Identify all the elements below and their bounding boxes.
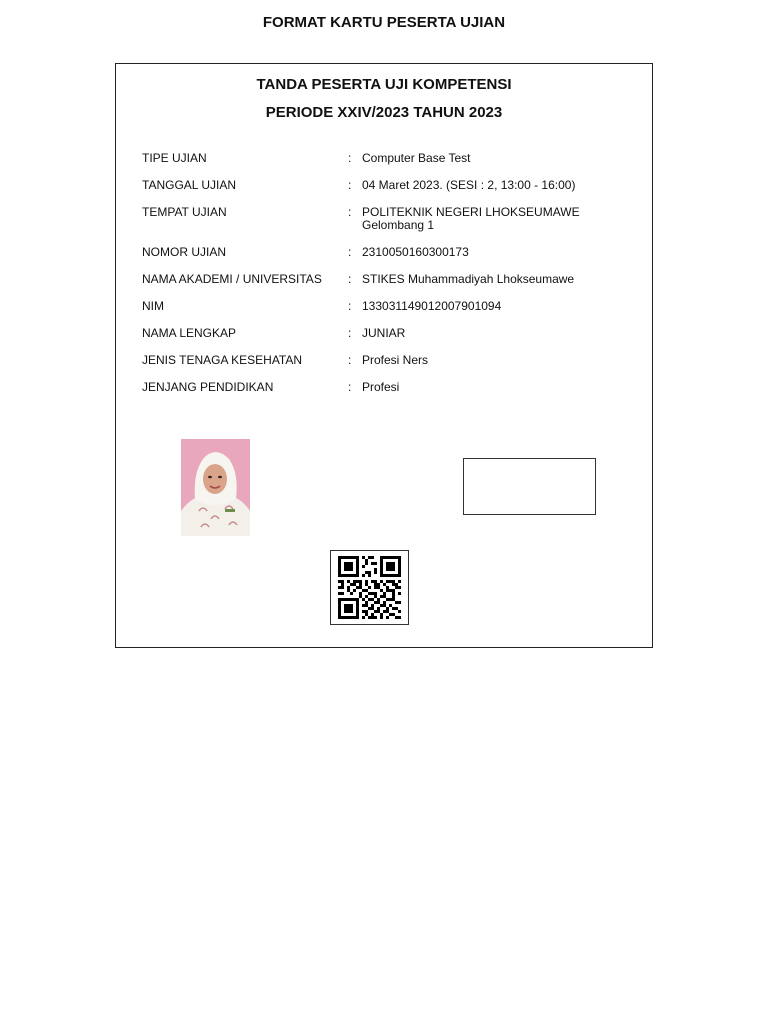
- field-separator: :: [348, 326, 352, 340]
- page-title: FORMAT KARTU PESERTA UJIAN: [262, 14, 506, 31]
- field-row-exam-location: [142, 206, 632, 232]
- field-label: NIM: [142, 299, 164, 313]
- field-value: Profesi: [362, 380, 400, 394]
- field-label: JENJANG PENDIDIKAN: [142, 380, 274, 394]
- field-value: Computer Base Test: [362, 151, 471, 165]
- field-separator: :: [348, 272, 352, 286]
- field-separator: :: [348, 380, 352, 394]
- field-label: TEMPAT UJIAN: [142, 205, 227, 219]
- field-separator: :: [348, 205, 352, 219]
- field-label: NOMOR UJIAN: [142, 245, 226, 259]
- field-value: 2310050160300173: [362, 245, 469, 259]
- portrait-image: [181, 439, 250, 536]
- field-row-education-level: [142, 381, 632, 394]
- field-label: TIPE UJIAN: [142, 151, 207, 165]
- field-row-nim: [142, 300, 632, 313]
- card-title: TANDA PESERTA UJI KOMPETENSI: [256, 76, 512, 93]
- field-value: [362, 206, 632, 232]
- exam-card: [115, 63, 653, 648]
- field-label: JENIS TENAGA KESEHATAN: [142, 353, 303, 367]
- field-value: 133031149012007901094: [362, 299, 502, 313]
- field-label: TANGGAL UJIAN: [142, 178, 237, 192]
- field-label: NAMA LENGKAP: [142, 326, 237, 340]
- field-row-exam-date: [142, 179, 632, 192]
- participant-fields: [142, 152, 632, 408]
- field-row-institution: [142, 273, 632, 286]
- field-row-exam-type: [142, 152, 632, 165]
- field-row-full-name: [142, 327, 632, 340]
- field-label: NAMA AKADEMI / UNIVERSITAS: [142, 272, 322, 286]
- field-value: 04 Maret 2023. (SESI : 2, 13:00 - 16:00): [362, 178, 576, 192]
- field-value-line1: POLITEKNIK NEGERI LHOKSEUMAWE: [362, 205, 580, 219]
- field-separator: :: [348, 299, 352, 313]
- qr-code: [330, 550, 409, 625]
- field-separator: :: [348, 178, 352, 192]
- field-value-line2: Gelombang 1: [362, 218, 435, 232]
- qr-code-icon: [338, 556, 401, 619]
- field-value: STIKES Muhammadiyah Lhokseumawe: [362, 272, 575, 286]
- field-row-exam-number: [142, 246, 632, 259]
- field-separator: :: [348, 353, 352, 367]
- field-separator: :: [348, 245, 352, 259]
- field-row-health-worker-type: [142, 354, 632, 367]
- card-period: PERIODE XXIV/2023 TAHUN 2023: [265, 104, 503, 121]
- field-value: JUNIAR: [362, 326, 406, 340]
- field-value: Profesi Ners: [362, 353, 429, 367]
- participant-photo: [181, 439, 250, 536]
- signature-box: [463, 458, 596, 515]
- field-separator: :: [348, 151, 352, 165]
